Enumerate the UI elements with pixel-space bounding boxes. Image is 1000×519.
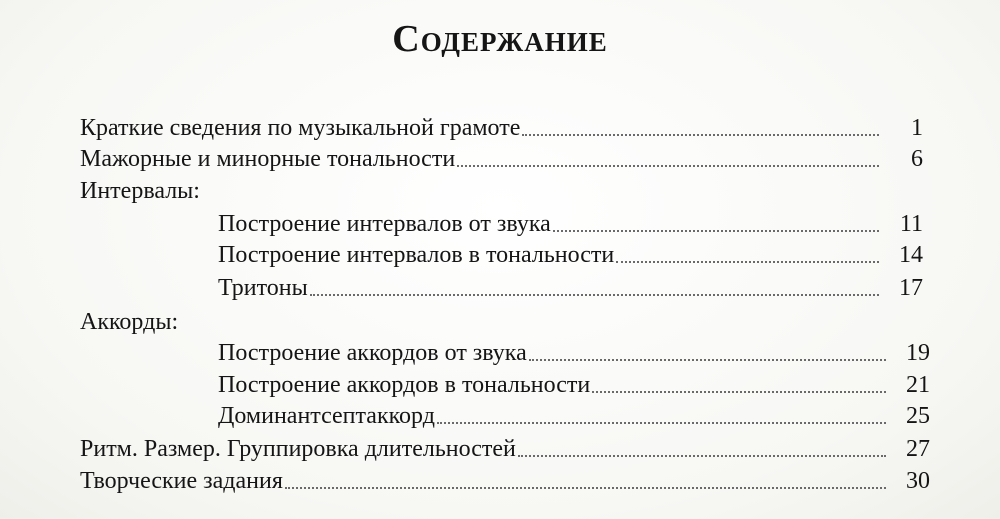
dot-leader <box>592 391 886 393</box>
toc-entry <box>218 212 923 236</box>
toc-entry-label: Тритоны <box>218 275 308 301</box>
toc-entry <box>218 243 923 267</box>
toc-entry-label: Доминантсептаккорд <box>218 403 435 429</box>
dot-leader <box>310 294 879 296</box>
toc-entry-page-number: 14 <box>899 242 923 268</box>
dot-leader <box>616 261 879 263</box>
toc-entry <box>218 373 930 397</box>
dot-leader <box>529 359 886 361</box>
toc-entry-label: Построение аккордов от звука <box>218 340 527 366</box>
toc-entry <box>218 276 923 300</box>
toc-section-heading: Аккорды: <box>80 309 179 335</box>
toc-entry <box>80 116 923 140</box>
toc-entry <box>218 341 930 365</box>
toc-entry-label: Построение интервалов от звука <box>218 211 551 237</box>
dot-leader <box>437 422 886 424</box>
toc-entry-label: Мажорные и минорные тональности <box>80 146 456 172</box>
toc-entry-label: Краткие сведения по музыкальной грамоте <box>80 115 521 141</box>
toc-entry-label: Творческие задания <box>80 468 283 494</box>
toc-entry <box>80 469 930 493</box>
dot-leader <box>518 455 886 457</box>
dot-leader <box>285 487 886 489</box>
toc-entry-label: Построение аккордов в тональности <box>218 372 591 398</box>
toc-entry-page-number: 17 <box>899 275 923 301</box>
toc-entry-page-number: 6 <box>911 146 923 172</box>
dot-leader <box>457 165 879 167</box>
dot-leader <box>553 230 879 232</box>
toc-entry-page-number: 30 <box>906 468 930 494</box>
toc-entry-page-number: 11 <box>899 211 923 237</box>
toc-entry <box>218 404 930 428</box>
toc-entry-label: Построение интервалов в тональности <box>218 242 615 268</box>
toc-entry <box>80 147 923 171</box>
toc-entry-label: Ритм. Размер. Группировка длительностей <box>80 436 516 462</box>
dot-leader <box>522 134 879 136</box>
toc-entry <box>80 437 930 461</box>
toc-entry-page-number: 21 <box>906 372 930 398</box>
toc-entry-page-number: 27 <box>906 436 930 462</box>
toc-entry-page-number: 19 <box>906 340 930 366</box>
toc-entry-page-number: 1 <box>911 115 923 141</box>
toc-entry-page-number: 25 <box>906 403 930 429</box>
toc-section-heading: Интервалы: <box>80 178 200 204</box>
page-title: Содержание <box>392 18 608 60</box>
